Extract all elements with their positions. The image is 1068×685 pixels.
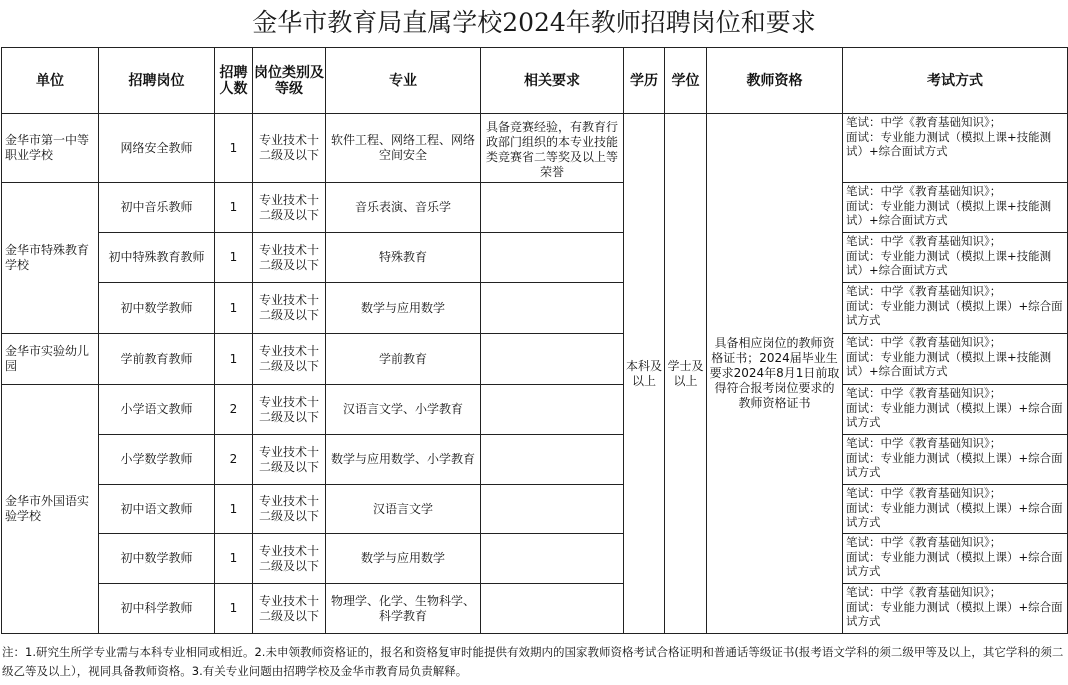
count-cell: 2 bbox=[215, 435, 253, 485]
exam-written: 笔试：中学《教育基础知识》； bbox=[846, 184, 1002, 198]
header-exam: 考试方式 bbox=[843, 48, 1068, 114]
exam-written: 笔试：中学《教育基础知识》； bbox=[846, 115, 1002, 129]
post-cell: 网络安全教师 bbox=[99, 114, 215, 183]
header-qualification: 教师资格 bbox=[707, 48, 843, 114]
exam-cell bbox=[843, 334, 1068, 385]
exam-interview: 面试：专业能力测试（模拟上课+技能测试）+综合面试方式 bbox=[846, 198, 1052, 227]
table-row bbox=[2, 385, 1068, 435]
exam-cell bbox=[843, 435, 1068, 485]
count-cell: 1 bbox=[215, 485, 253, 534]
major-cell: 物理学、化学、生物科学、科学教育 bbox=[326, 584, 481, 634]
exam-written: 笔试：中学《教育基础知识》； bbox=[846, 335, 1002, 349]
header-count: 招聘人数 bbox=[215, 48, 253, 114]
recruitment-table bbox=[1, 47, 1068, 634]
exam-written: 笔试：中学《教育基础知识》； bbox=[846, 535, 1002, 549]
header-requirement: 相关要求 bbox=[481, 48, 624, 114]
requirement-cell bbox=[481, 485, 624, 534]
exam-cell bbox=[843, 584, 1068, 634]
exam-interview: 面试：专业能力测试（模拟上课）+综合面试方式 bbox=[846, 549, 1063, 578]
degree-cell: 学士及以上 bbox=[665, 114, 707, 634]
major-cell: 音乐表演、音乐学 bbox=[326, 183, 481, 233]
post-cell: 小学语文教师 bbox=[99, 385, 215, 435]
exam-interview: 面试：专业能力测试（模拟上课+技能测试）+综合面试方式 bbox=[846, 248, 1052, 277]
major-cell: 学前教育 bbox=[326, 334, 481, 385]
exam-interview: 面试：专业能力测试（模拟上课）+综合面试方式 bbox=[846, 500, 1063, 529]
exam-interview: 面试：专业能力测试（模拟上课）+综合面试方式 bbox=[846, 450, 1063, 479]
table-row bbox=[2, 283, 1068, 334]
requirement-cell bbox=[481, 334, 624, 385]
header-major: 专业 bbox=[326, 48, 481, 114]
header-unit: 单位 bbox=[2, 48, 99, 114]
category-cell: 专业技术十二级及以下 bbox=[253, 385, 326, 435]
category-cell: 专业技术十二级及以下 bbox=[253, 435, 326, 485]
unit-cell: 金华市实验幼儿园 bbox=[2, 334, 99, 385]
table-row bbox=[2, 183, 1068, 233]
table-row bbox=[2, 485, 1068, 534]
category-cell: 专业技术十二级及以下 bbox=[253, 334, 326, 385]
exam-interview: 面试：专业能力测试（模拟上课）+综合面试方式 bbox=[846, 298, 1063, 327]
post-cell: 初中数学教师 bbox=[99, 534, 215, 584]
category-cell: 专业技术十二级及以下 bbox=[253, 114, 326, 183]
exam-cell bbox=[843, 183, 1068, 233]
major-cell: 汉语言文学、小学教育 bbox=[326, 385, 481, 435]
post-cell: 初中语文教师 bbox=[99, 485, 215, 534]
exam-cell bbox=[843, 534, 1068, 584]
count-cell: 2 bbox=[215, 385, 253, 435]
major-cell: 汉语言文学 bbox=[326, 485, 481, 534]
unit-cell: 金华市外国语实验学校 bbox=[2, 385, 99, 634]
exam-interview: 面试：专业能力测试（模拟上课）+综合面试方式 bbox=[846, 400, 1063, 429]
header-education: 学历 bbox=[624, 48, 665, 114]
page-title: 金华市教育局直属学校2024年教师招聘岗位和要求 bbox=[252, 8, 816, 37]
count-cell: 1 bbox=[215, 584, 253, 634]
exam-written: 笔试：中学《教育基础知识》； bbox=[846, 284, 1002, 298]
count-cell: 1 bbox=[215, 233, 253, 283]
exam-cell bbox=[843, 233, 1068, 283]
category-cell: 专业技术十二级及以下 bbox=[253, 534, 326, 584]
major-cell: 数学与应用数学 bbox=[326, 534, 481, 584]
table-row bbox=[2, 114, 1068, 183]
header-post: 招聘岗位 bbox=[99, 48, 215, 114]
table-row bbox=[2, 584, 1068, 634]
exam-interview: 面试：专业能力测试（模拟上课）+综合面试方式 bbox=[846, 599, 1063, 628]
count-cell: 1 bbox=[215, 183, 253, 233]
requirement-cell bbox=[481, 584, 624, 634]
post-cell: 小学数学教师 bbox=[99, 435, 215, 485]
major-cell: 软件工程、网络工程、网络空间安全 bbox=[326, 114, 481, 183]
footnote: 注：1.研究生所学专业需与本科专业相同或相近。2.未申领教师资格证的，报名和资格复审时能提供有效期内的国家教师资格考试合格证明和普通话等级证书(报考语文学科的须二级甲等及以上，其它学科的须二级乙等及以上），视同具备教师资格。3.有关专业问题由招聘学校及金华市教育局负责解释。 bbox=[2, 645, 1064, 678]
requirement-cell bbox=[481, 534, 624, 584]
requirement-cell bbox=[481, 435, 624, 485]
category-cell: 专业技术十二级及以下 bbox=[253, 584, 326, 634]
post-cell: 学前教育教师 bbox=[99, 334, 215, 385]
education-cell: 本科及以上 bbox=[624, 114, 665, 634]
category-cell: 专业技术十二级及以下 bbox=[253, 485, 326, 534]
category-cell: 专业技术十二级及以下 bbox=[253, 283, 326, 334]
exam-interview: 面试：专业能力测试（模拟上课+技能测试）+综合面试方式 bbox=[846, 349, 1052, 378]
count-cell: 1 bbox=[215, 534, 253, 584]
post-cell: 初中数学教师 bbox=[99, 283, 215, 334]
table-row bbox=[2, 334, 1068, 385]
header-degree: 学位 bbox=[665, 48, 707, 114]
qualification-cell: 具备相应岗位的教师资格证书；2024届毕业生要求2024年8月1日前取得符合报考岗位要求的教师资格证书 bbox=[707, 114, 843, 634]
exam-cell bbox=[843, 485, 1068, 534]
exam-written: 笔试：中学《教育基础知识》； bbox=[846, 486, 1002, 500]
post-cell: 初中科学教师 bbox=[99, 584, 215, 634]
table-row bbox=[2, 233, 1068, 283]
table-row bbox=[2, 435, 1068, 485]
category-cell: 专业技术十二级及以下 bbox=[253, 183, 326, 233]
major-cell: 特殊教育 bbox=[326, 233, 481, 283]
requirement-cell: 具备竞赛经验，有教育行政部门组织的本专业技能类竞赛省二等奖及以上等荣誉 bbox=[481, 114, 624, 183]
exam-written: 笔试：中学《教育基础知识》； bbox=[846, 585, 1002, 599]
requirement-cell bbox=[481, 385, 624, 435]
table-row bbox=[2, 534, 1068, 584]
unit-cell: 金华市第一中等职业学校 bbox=[2, 114, 99, 183]
category-cell: 专业技术十二级及以下 bbox=[253, 233, 326, 283]
major-cell: 数学与应用数学、小学教育 bbox=[326, 435, 481, 485]
major-cell: 数学与应用数学 bbox=[326, 283, 481, 334]
exam-written: 笔试：中学《教育基础知识》； bbox=[846, 386, 1002, 400]
header-row bbox=[2, 48, 1068, 114]
exam-interview: 面试：专业能力测试（模拟上课+技能测试）+综合面试方式 bbox=[846, 129, 1052, 158]
exam-cell bbox=[843, 283, 1068, 334]
requirement-cell bbox=[481, 183, 624, 233]
post-cell: 初中音乐教师 bbox=[99, 183, 215, 233]
requirement-cell bbox=[481, 283, 624, 334]
count-cell: 1 bbox=[215, 114, 253, 183]
count-cell: 1 bbox=[215, 283, 253, 334]
requirement-cell bbox=[481, 233, 624, 283]
post-cell: 初中特殊教育教师 bbox=[99, 233, 215, 283]
count-cell: 1 bbox=[215, 334, 253, 385]
exam-cell bbox=[843, 114, 1068, 183]
header-category: 岗位类别及等级 bbox=[253, 48, 326, 114]
exam-written: 笔试：中学《教育基础知识》； bbox=[846, 436, 1002, 450]
exam-cell bbox=[843, 385, 1068, 435]
exam-written: 笔试：中学《教育基础知识》； bbox=[846, 234, 1002, 248]
unit-cell: 金华市特殊教育学校 bbox=[2, 183, 99, 334]
